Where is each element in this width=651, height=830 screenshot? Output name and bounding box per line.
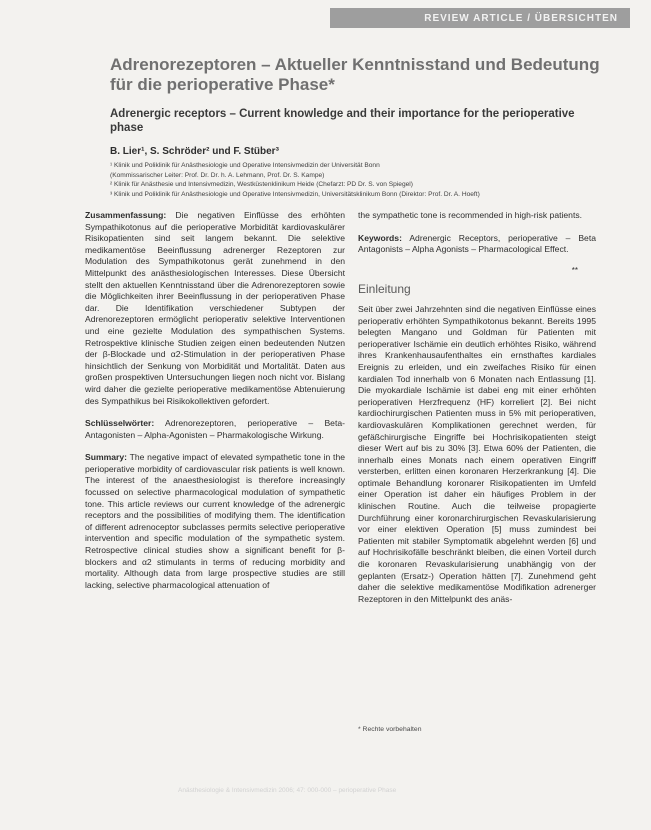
section-heading-introduction: Einleitung [358, 282, 411, 297]
footer-band [178, 784, 558, 796]
abstract-german-label: Zusammenfassung: [85, 210, 167, 220]
header-band-text: REVIEW ARTICLE / ÜBERSICHTEN [424, 12, 618, 24]
keywords-english [358, 233, 596, 256]
keywords-german [85, 418, 345, 441]
right-column [358, 210, 596, 616]
journal-header-band [330, 8, 630, 28]
separator-stars: ** [571, 265, 578, 275]
summary-label: Summary: [85, 452, 128, 463]
footnote: * Rechte vorbehalten [358, 726, 422, 733]
article-authors: B. Lier¹, S. Schröder² und F. Stüber³ [110, 146, 279, 157]
abstract-german [85, 210, 345, 407]
affiliation-line: (Kommissarischer Leiter: Prof. Dr. Dr. h. A. Lehmann, Prof. Dr. S. Kampe) [110, 171, 325, 179]
article-subtitle: Adrenergic receptors – Current knowledge and their importance for the perioperative phase [110, 108, 575, 134]
affiliation-line: ² Klinik für Anästhesie und Intensivmedizin, Westküstenklinikum Heide (Chefarzt: PD Dr. S. von Spiegel) [110, 181, 413, 188]
affiliations [110, 161, 610, 199]
summary-continued: the sympathetic tone is recommended in high-risk patients. [358, 210, 583, 220]
keywords-english-text: Adrenergic Receptors, perioperative – Beta Antagonists – Alpha Agonists – Pharmacological Effect. [358, 232, 596, 255]
title-block [110, 55, 610, 199]
keywords-german-label: Schlüsselwörter: [85, 418, 155, 429]
affiliation-line: ¹ Klinik und Poliklinik für Anästhesiologie und Operative Intensivmedizin der Universität Bonn [110, 162, 380, 169]
keywords-english-label: Keywords: [358, 232, 402, 243]
introduction-text: Seit über zwei Jahrzehnten sind die negativen Einflüsse eines perioperativ erhöhten Sympathikotonus bekannt. Bereits 1995 belegten Mangano und Goldman für Patienten mit perioperativer Ischämie ein deutlich erhöhtes Risiko, während ihres Krankenhausaufenthaltes ein ernsthaftes kardiales Ereignis zu erleiden, und ein zweifaches Risiko für einen kardialen Tod innerhalb von 6 Monaten nach Entlassung [1]. Die myokardiale Ischämie ist dabei eng mit einer erhöhten perioperativen Herzfrequenz (HF) korreliert [2]. Bei nicht kardiochirurgischen Patienten muss in 5% mit perioperativen, kardiovaskulären Komplikationen gerechnet werden, für gefäßchirurgische Eingriffe bei Hochrisikopatienten steigt dieser Wert auf bis zu 30% [3]. Etwa 60% der Patienten, die innerhalb eines Monats nach einem operativen Eingriff versterben, erlitten einen koronaren Herzerkrankung [4]. Die optimale Behandlung koronarer Risikopatienten im Umfeld einer Operation ist daher ein häufiges Problem in der klinischen Routine. Auch die teilweise propagierte Durchführung einer koronarchirurgischen Revaskularisierung vor einer elektiven Operation [5] muss zumindest bei Patienten mit stabiler Symptomatik abgelehnt werden [6] und auf Hochrisikofälle beschränkt bleiben, die einen Vorteil durch die koronaren Revaskularisierung unabhängig von der geplanten (Ersatz-) Operation hätten [7]. Zunehmend geht daher die selektive medikamentöse Modifikation adrenerger Rezeptoren in den Mittelpunkt des anäs- [358, 303, 596, 604]
abstract-english [85, 452, 345, 591]
left-column [85, 210, 345, 602]
footer-text: Anästhesiologie & Intensivmedizin 2006; 47: 000-000 – perioperative Phase [178, 786, 397, 794]
summary-text: The negative impact of elevated sympathetic tone in the perioperative morbidity of cardiovascular risk patients is well known. The interest of the anaesthesiologist is therefore increasingly focussed on selective pharmacological modulation of sympathetic tone. This article reviews our current knowledge of the adrenergic receptors and the possibilities of modifying them. The identification of different adrenoceptor subclasses permits selective perioperative intervention and specific modulation of the sympathetic system. Retrospective clinical studies show a significant benefit for β-blockers and α2 stimulants in terms of reducing morbidity and mortality. Although data from large prospective studies are still lacking, selective pharmacological attenuation of [85, 452, 345, 590]
article-title: Adrenorezeptoren – Aktueller Kenntnisstand und Bedeutung für die perioperative Phase* [110, 55, 600, 94]
keywords-german-text: Adrenorezeptoren, perioperative – Beta-Antagonisten – Alpha-Agonisten – Pharmakologische Wirkung. [85, 418, 345, 440]
abstract-german-text: Die negativen Einflüsse des erhöhten Sympathikotonus auf die perioperative Morbidität kardiovaskulärer Risikopatienten sind seit langem bekannt. Die selektive medikamentöse Beeinflussung adrenerger Rezeptoren zur Modulation des Sympathikotonus gerät zunehmend in den Mittelpunkt des anästhesiologischen Interesses. Diese Übersicht stellt den aktuellen Kenntnisstand über die Adrenorezeptoren sowie die Möglichkeiten ihrer Beeinflussung in der perioperativen Phase dar. Die Identifikation verschiedener Subtypen der Adrenorezeptoren ermöglicht perioperativ selektive Interventionen und eine gezielte Modulation des sympathischen Systems. Retrospektive klinische Studien zeigen einen bedeutenden Nutzen der β-Blockade und α2-Stimulation in der perioperativen Phase hinsichtlich der Senkung von Morbidität und Mortalität. Daten aus großen prospektiven Untersuchungen liegen noch nicht vor. Bislang wird daher die gezielte perioperative medikamentöse Abtenuierung des Sympathikus bei Risikokollektiven gefordert. [85, 210, 345, 406]
affiliation-line: ³ Klinik und Poliklinik für Anästhesiologie und Operative Intensivmedizin, Universitätsklinikum Bonn (Direktor: Prof. Dr. A. Hoeft) [110, 190, 480, 198]
